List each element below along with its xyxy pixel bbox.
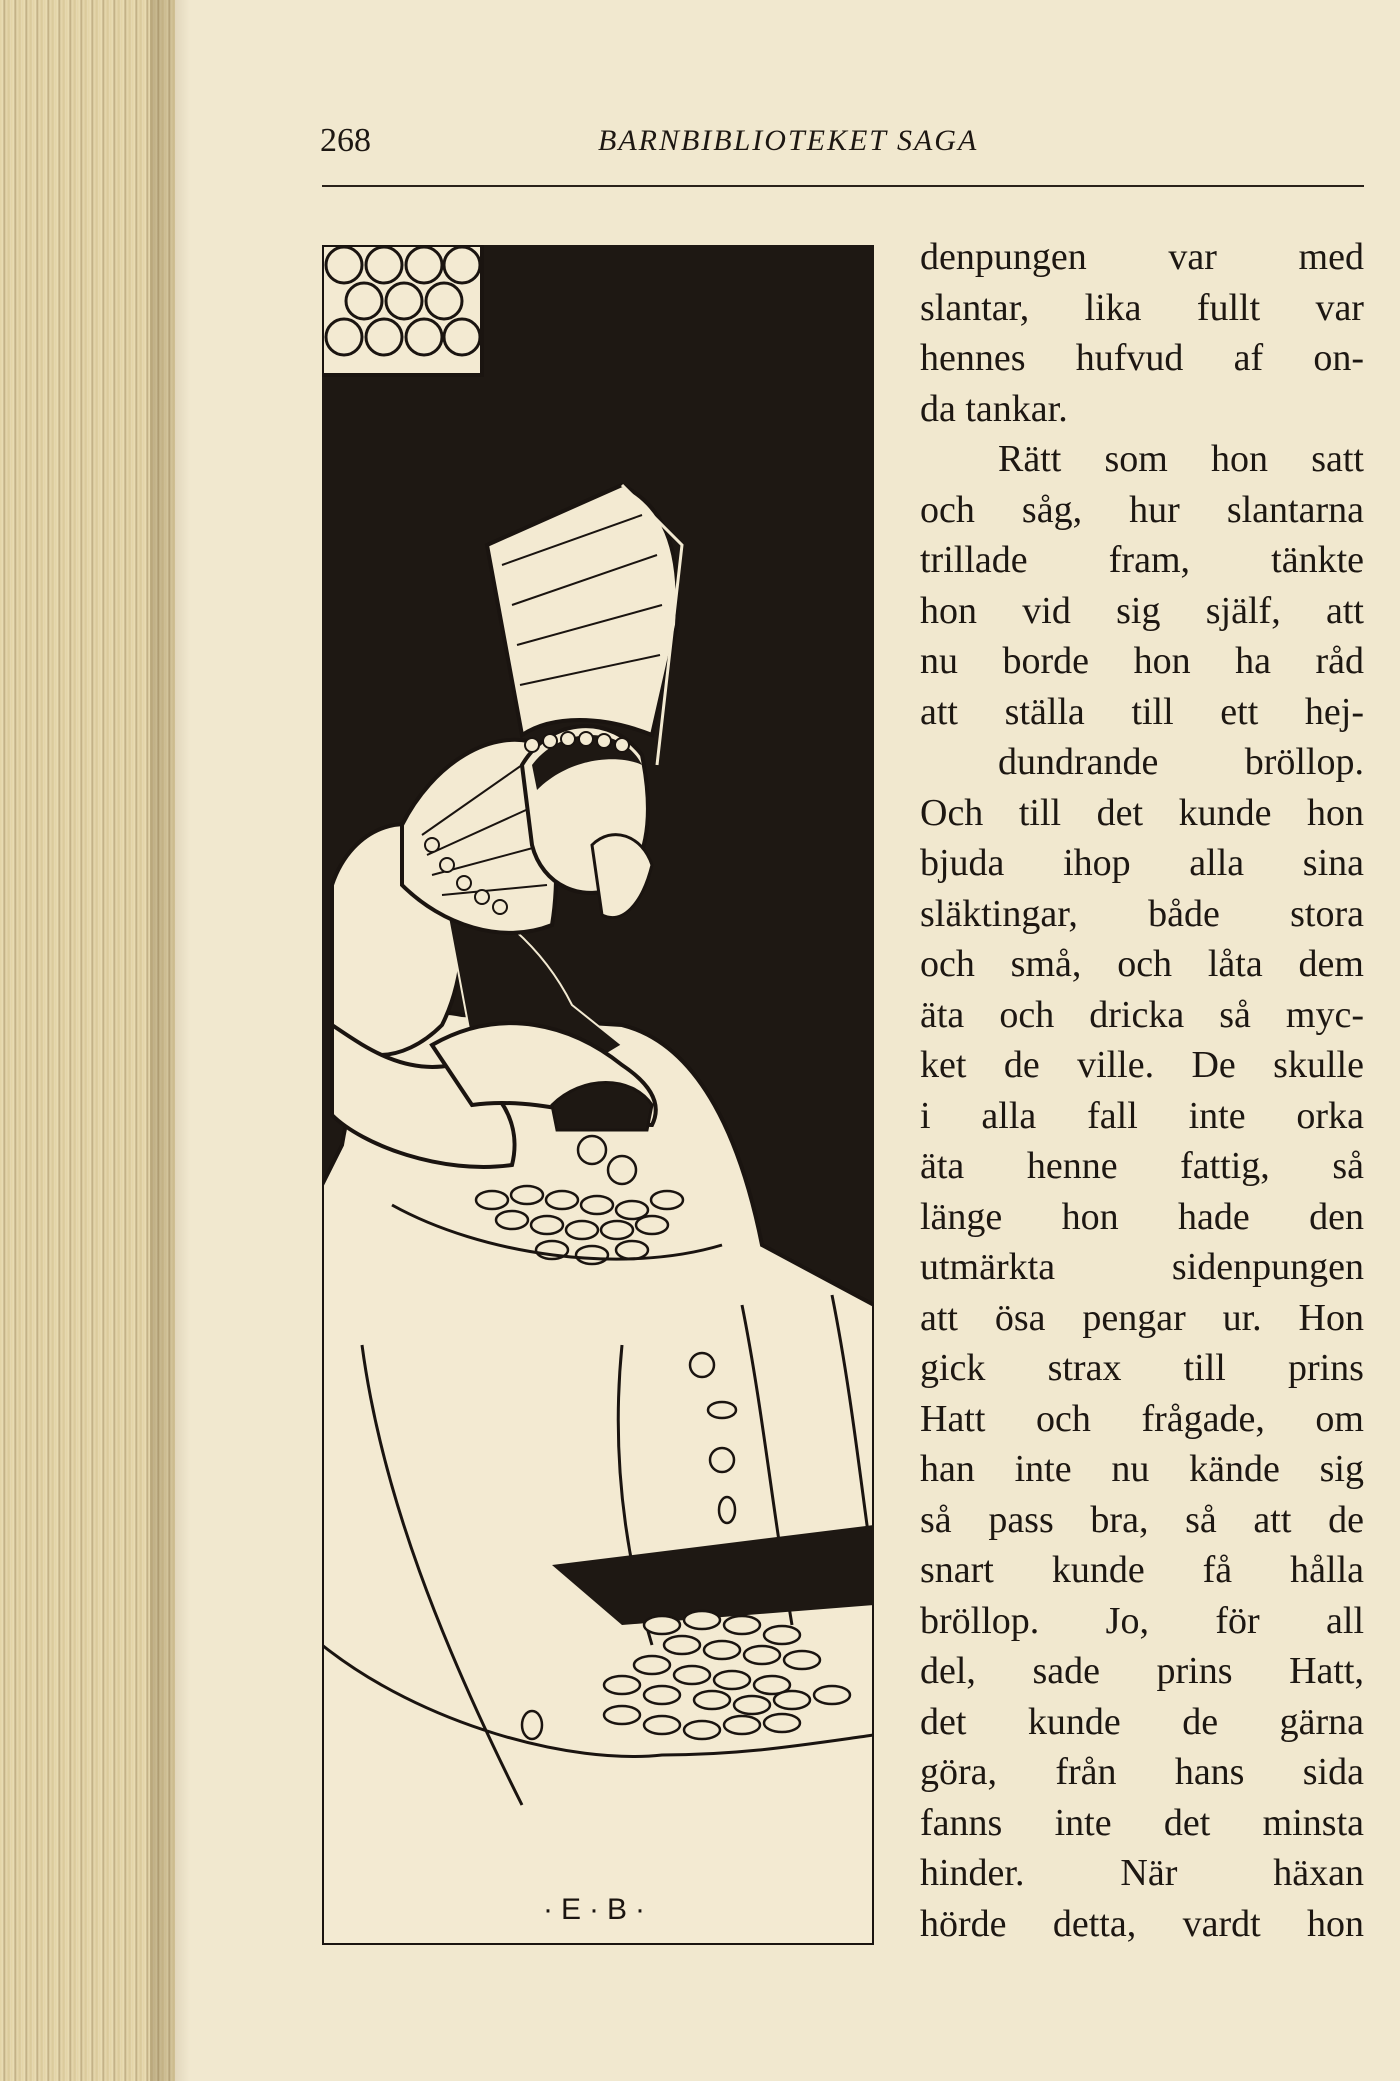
- text-line: hennes hufvud af on-: [920, 337, 1364, 379]
- text-line: dundrande bröllop.: [998, 741, 1364, 783]
- text-line: Hatt och frågade, om: [920, 1397, 1364, 1440]
- text-line: fanns inte det minsta: [920, 1801, 1364, 1844]
- illustration-drawing: [322, 245, 874, 1945]
- text-line: göra, från hans sida: [920, 1751, 1364, 1793]
- witch-illustration: [322, 245, 874, 1945]
- text-line: hörde detta, vardt hon: [920, 1902, 1364, 1945]
- text-line: i alla fall inte orka: [920, 1094, 1364, 1137]
- illustrator-signature: ·E·B·: [543, 1893, 653, 1926]
- text-line: gick strax till prins: [920, 1347, 1364, 1389]
- text-line: och såg, hur slantarna: [920, 488, 1364, 531]
- text-line: äta och dricka så myc-: [920, 993, 1364, 1036]
- text-line: han inte nu kände sig: [920, 1448, 1364, 1490]
- text-line: denpungen var med: [920, 236, 1364, 278]
- page-edge-stack: [0, 0, 175, 2081]
- text-line: trillade fram, tänkte: [920, 539, 1364, 581]
- text-line: slantar, lika fullt var: [920, 286, 1364, 329]
- text-line: och små, och låta dem: [920, 943, 1364, 985]
- text-line: att ställa till ett hej-: [920, 690, 1364, 733]
- window-icon: [322, 245, 482, 375]
- page-header: [320, 122, 1360, 172]
- text-line: att ösa pengar ur. Hon: [920, 1296, 1364, 1339]
- text-line: hinder. När häxan: [920, 1852, 1364, 1894]
- text-line: utmärkta sidenpungen: [920, 1246, 1364, 1288]
- text-line: släktingar, både stora: [920, 892, 1364, 935]
- text-line: ket de ville. De skulle: [920, 1044, 1364, 1086]
- text-line: Rätt som hon satt: [998, 438, 1364, 480]
- page-number: 268: [320, 122, 371, 159]
- text-line: del, sade prins Hatt,: [920, 1650, 1364, 1692]
- text-line: länge hon hade den: [920, 1195, 1364, 1238]
- running-title: BARNBIBLIOTEKET SAGA: [598, 124, 979, 157]
- text-line: bröllop. Jo, för all: [920, 1599, 1364, 1642]
- text-line: äta henne fattig, så: [920, 1145, 1364, 1187]
- text-line: bjuda ihop alla sina: [920, 842, 1364, 884]
- text-line: hon vid sig själf, att: [920, 589, 1364, 632]
- text-line: det kunde de gärna: [920, 1700, 1364, 1743]
- text-line: Och till det kunde hon: [920, 791, 1364, 834]
- body-text-column: [920, 232, 1364, 1949]
- text-line: så pass bra, så att de: [920, 1498, 1364, 1541]
- text-line: nu borde hon ha råd: [920, 640, 1364, 682]
- gutter-shadow: [150, 0, 190, 2081]
- header-rule: [322, 185, 1364, 187]
- text-line: da tankar.: [920, 387, 1068, 430]
- text-line: snart kunde få hålla: [920, 1549, 1364, 1591]
